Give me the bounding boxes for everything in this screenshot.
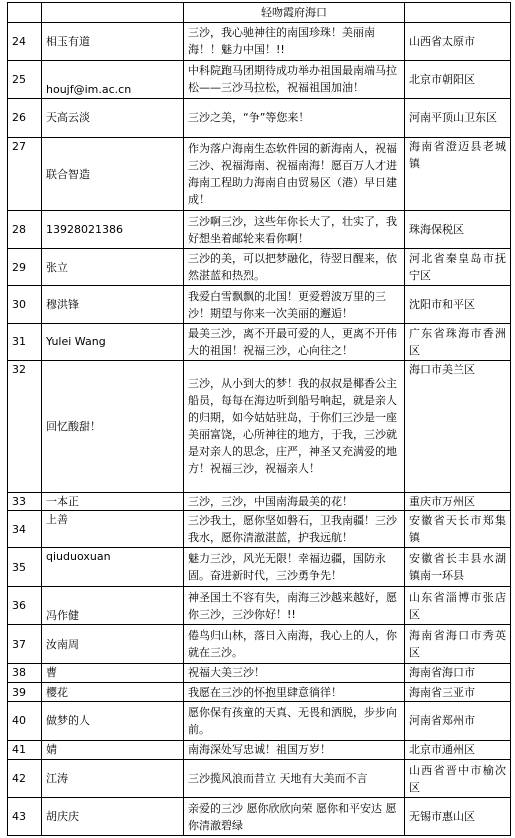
row-number: 30 — [8, 286, 42, 323]
row-message: 最美三沙，离不开最可爱的人，更离不开伟大的祖国！祝福三沙，心向往之！ — [184, 323, 405, 360]
row-message: 亲爱的三沙 愿你欣欣向荣 愿你和平安达 愿你清澈碧绿 — [184, 798, 405, 836]
row-name: 联合智造 — [42, 137, 184, 211]
table-row — [8, 702, 511, 740]
row-message: 三沙揽风浪而昔立 天地有大美而不言 — [184, 759, 405, 797]
row-number: 27 — [8, 137, 42, 211]
table-row — [8, 323, 511, 360]
row-message: 三沙之美，“争”等您来！ — [184, 99, 405, 137]
row-location: 山东省淄博市张店区 — [405, 586, 511, 624]
table-row — [8, 137, 511, 211]
row-number: 42 — [8, 759, 42, 797]
row-number: 40 — [8, 702, 42, 740]
row-name: houjf@im.ac.cn — [42, 60, 184, 98]
row-name: 汝南周 — [42, 625, 184, 663]
row-number: 43 — [8, 798, 42, 836]
row-number: 24 — [8, 23, 42, 60]
row-message: 愿你保有孩童的天真、无畏和洒脱，步步向前。 — [184, 702, 405, 740]
table-row — [8, 759, 511, 797]
row-number: 29 — [8, 248, 42, 285]
row-location: 海口市美兰区 — [405, 361, 511, 493]
row-location: 河北省秦皇岛市抚宁区 — [405, 248, 511, 285]
table-row — [8, 23, 511, 60]
row-message: 三沙，从小到大的梦！我的叔叔是椰香公主船员，每每在海边听到船号响起，就是亲人的归期，如今姑姑驻岛，于你们三沙是一座美丽富饶，心所神往的地方，于我，三沙就是对亲人的思念，庄严，神圣又充满爱的地方！祝福三沙，祝福亲人！ — [184, 361, 405, 493]
row-number: 26 — [8, 99, 42, 137]
row-name: 相玉有道 — [42, 23, 184, 60]
row-location: 海南省海口市秀英区 — [405, 625, 511, 663]
row-name: 一本正 — [42, 492, 184, 510]
table-row — [8, 625, 511, 663]
table-row — [8, 663, 511, 682]
row-location: 北京市朝阳区 — [405, 60, 511, 98]
row-message: 我愿在三沙的怀抱里肆意徜徉！ — [184, 683, 405, 702]
table-row — [8, 548, 511, 586]
row-number: 34 — [8, 510, 42, 547]
row-message: 三沙的美，可以把梦融化，待翌日醒来，依然湛蓝和热烈。 — [184, 248, 405, 285]
row-message: 我爱白雪飘飘的北国！更爱碧波万里的三沙！期望与你来一次美丽的邂逅！ — [184, 286, 405, 323]
table-row — [8, 740, 511, 759]
row-number: 33 — [8, 492, 42, 510]
row-location: 河南平顶山卫东区 — [405, 99, 511, 137]
row-name: 13928021386 — [42, 211, 184, 248]
row-name: 冯作健 — [42, 586, 184, 624]
row-location: 北京市通州区 — [405, 740, 511, 759]
row-location: 无锡市惠山区 — [405, 798, 511, 836]
row-message: 三沙我土，愿你坚如磐石，卫我南疆！三沙我水，愿你清澈湛蓝，护我远航！ — [184, 510, 405, 547]
table-row — [8, 361, 511, 493]
row-location: 重庆市万州区 — [405, 492, 511, 510]
row-location: 安徽省天长市郑集镇 — [405, 510, 511, 547]
row-number: 41 — [8, 740, 42, 759]
row-name: 胡庆庆 — [42, 798, 184, 836]
row-number: 35 — [8, 548, 42, 586]
header-blank-location — [405, 3, 511, 23]
row-name: 穆洪锋 — [42, 286, 184, 323]
row-name: 樱花 — [42, 683, 184, 702]
row-location: 山西省晋中市榆次区 — [405, 759, 511, 797]
table-row — [8, 248, 511, 285]
table-row — [8, 286, 511, 323]
table-row — [8, 798, 511, 836]
header-blank-num — [8, 3, 42, 23]
table-row — [8, 211, 511, 248]
row-location: 安徽省长丰县水湖镇南一环县 — [405, 548, 511, 586]
row-number: 31 — [8, 323, 42, 360]
row-name: 天高云淡 — [42, 99, 184, 137]
row-name: 回忆酸甜！ — [42, 361, 184, 493]
table-row — [8, 60, 511, 98]
table-row — [8, 683, 511, 702]
row-message: 三沙啊三沙，这些年你长大了，壮实了，我好想坐着邮轮来看你啊！ — [184, 211, 405, 248]
message-table — [7, 2, 511, 836]
table-row — [8, 492, 511, 510]
row-message: 倦鸟归山林，落日入南海，我心上的人，你就在三沙。 — [184, 625, 405, 663]
table-row — [8, 586, 511, 624]
row-message: 魅力三沙，风光无限！幸福边疆，国防永固。奋进新时代，三沙勇争先！ — [184, 548, 405, 586]
row-number: 36 — [8, 586, 42, 624]
row-number: 32 — [8, 361, 42, 493]
row-message: 中科院跑马团期待成功举办祖国最南端马拉松——三沙马拉松，祝福祖国加油！ — [184, 60, 405, 98]
header-blank-name — [42, 3, 184, 23]
row-location: 海南省三亚市 — [405, 683, 511, 702]
table-row — [8, 99, 511, 137]
row-number: 25 — [8, 60, 42, 98]
row-location: 沈阳市和平区 — [405, 286, 511, 323]
row-message: 三沙，我心驰神往的南国珍珠！美丽南海！！魅力中国！!! — [184, 23, 405, 60]
row-location: 海南省澄迈县老城镇 — [405, 137, 511, 211]
row-location: 广东省珠海市香洲区 — [405, 323, 511, 360]
row-location: 河南省郑州市 — [405, 702, 511, 740]
row-name: qiuduoxuan — [42, 548, 184, 586]
row-message: 祝福大美三沙！ — [184, 663, 405, 682]
row-number: 37 — [8, 625, 42, 663]
row-name: 婧 — [42, 740, 184, 759]
row-name: 上善 — [42, 510, 184, 547]
row-location: 山西省太原市 — [405, 23, 511, 60]
row-message: 作为落户海南生态软件园的新海南人，祝福三沙、祝福海南、祝福南海！愿百万人才进海南工程助力海南自由贸易区（港）早日建成！ — [184, 137, 405, 211]
row-name: 张立 — [42, 248, 184, 285]
column-title: 轻吻霞府海口 — [184, 3, 405, 23]
row-location: 珠海保税区 — [405, 211, 511, 248]
row-name: 曹 — [42, 663, 184, 682]
row-number: 38 — [8, 663, 42, 682]
row-message: 三沙，三沙，中国南海最美的花！ — [184, 492, 405, 510]
row-message: 神圣国土不容有失，南海三沙越来越好，愿你三沙，三沙你好！!! — [184, 586, 405, 624]
table-row — [8, 510, 511, 547]
row-location: 海南省海口市 — [405, 663, 511, 682]
row-number: 28 — [8, 211, 42, 248]
header-row — [8, 3, 511, 23]
row-name: 做梦的人 — [42, 702, 184, 740]
row-number: 39 — [8, 683, 42, 702]
row-name: Yulei Wang — [42, 323, 184, 360]
row-message: 南海深处写忠诚！祖国万岁！ — [184, 740, 405, 759]
row-name: 江涛 — [42, 759, 184, 797]
